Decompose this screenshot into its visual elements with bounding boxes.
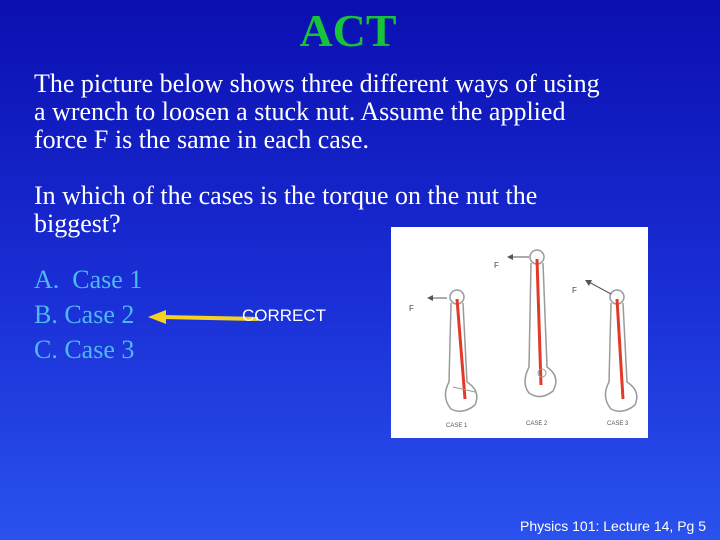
wrench-case-2	[525, 250, 556, 397]
answer-options	[34, 262, 142, 367]
force-label-case-2: F	[494, 261, 499, 270]
question-intro: The picture below shows three different ways of using a wrench to loosen a stuck nut. Assume the applied force F is the same in each case.	[34, 69, 600, 154]
case-label-3: CASE 3	[607, 421, 629, 427]
slide-footer: Physics 101: Lecture 14, Pg 5	[520, 518, 706, 534]
slide-title: ACT	[299, 5, 397, 56]
force-arrow-case-3	[585, 280, 611, 294]
option-b: B. Case 2	[34, 300, 135, 329]
wrench-case-1	[445, 290, 476, 411]
case-label-1: CASE 1	[446, 423, 468, 429]
force-arrow-case-2	[507, 254, 529, 260]
wrench-diagram	[391, 227, 648, 438]
force-label-case-3: F	[572, 286, 577, 295]
case-label-2: CASE 2	[526, 421, 548, 427]
option-a: A. Case 1	[34, 265, 143, 294]
question-prompt: In which of the cases is the torque on the nut the biggest?	[34, 181, 538, 238]
force-arrow-case-1	[427, 295, 447, 301]
force-label-case-1: F	[409, 304, 414, 313]
wrench-figure	[391, 227, 648, 438]
correct-label: CORRECT	[242, 306, 327, 325]
option-c: C. Case 3	[34, 335, 135, 364]
wrench-case-3	[605, 290, 636, 411]
